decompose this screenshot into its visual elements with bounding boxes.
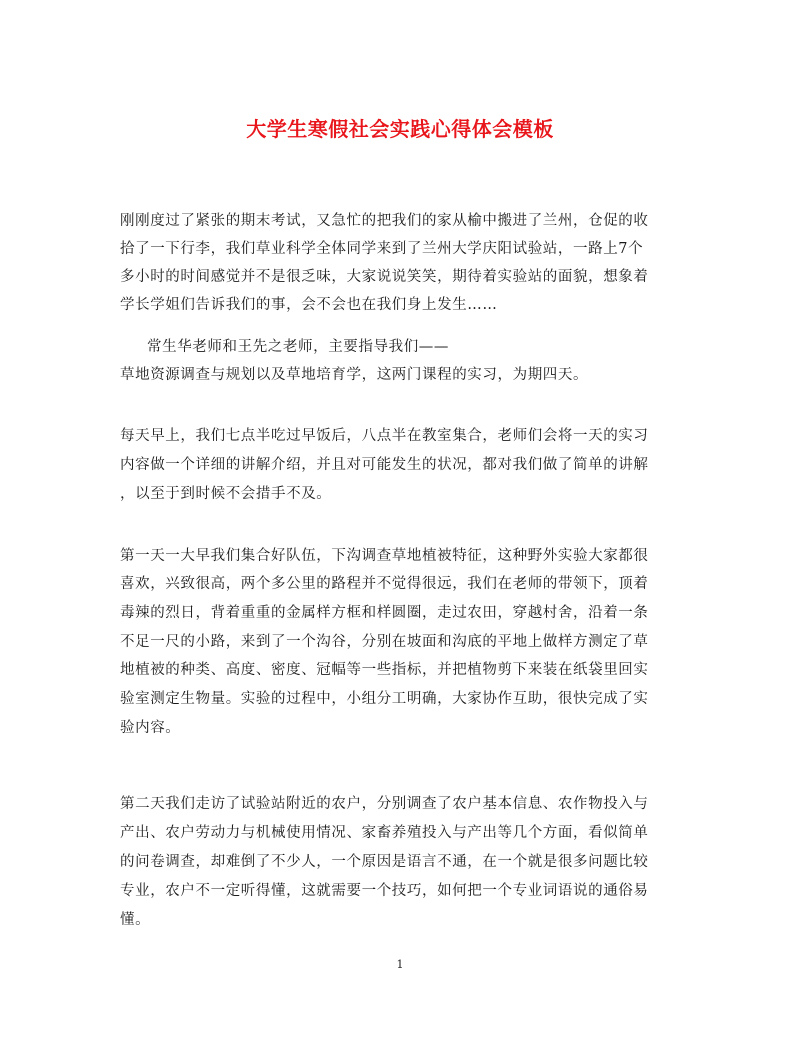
paragraph-line: 不足一尺的小路，来到了一个沟谷，分别在坡面和沟底的平地上做样方测定了草 xyxy=(120,634,649,650)
paragraph-line: 草地资源调查与规划以及草地培育学，这两门课程的实习，为期四天。 xyxy=(120,367,589,383)
paragraph-line: 拾了一下行李，我们草业科学全体同学来到了兰州大学庆阳试验站，一路上7个 xyxy=(120,241,644,257)
paragraph-line: 专业，农户不一定听得懂，这就需要一个技巧，如何把一个专业词语说的通俗易 xyxy=(120,883,649,899)
paragraph-line: 验室测定生物量。实验的过程中，小组分工明确，大家协作互助，很快完成了实 xyxy=(120,691,649,707)
paragraph-line: 第二天我们走访了试验站附近的农户，分别调查了农户基本信息、农作物投入与 xyxy=(120,796,649,812)
paragraph-line: 常生华老师和王先之老师，主要指导我们—— xyxy=(147,339,449,355)
paragraph-line: 喜欢，兴致很高，两个多公里的路程并不觉得很远，我们在老师的带领下，顶着 xyxy=(120,576,649,592)
paragraph-line: 多小时的时间感觉并不是很乏味，大家说说笑笑，期待着实验站的面貌，想象着 xyxy=(120,269,649,285)
paragraph-line: 每天早上，我们七点半吃过早饭后，八点半在教室集合，老师们会将一天的实习 xyxy=(120,428,649,444)
document-title: 大学生寒假社会实践心得体会模板 xyxy=(246,117,554,141)
paragraph-line: ，以至于到时候不会措手不及。 xyxy=(120,486,332,502)
paragraph-line: 地植被的种类、高度、密度、冠幅等一些指标，并把植物剪下来装在纸袋里回实 xyxy=(120,662,649,678)
paragraph-line: 的问卷调查，却难倒了不少人，一个原因是语言不通，在一个就是很多问题比较 xyxy=(120,854,649,870)
paragraph-line: 懂。 xyxy=(120,912,151,928)
paragraph-line: 内容做一个详细的讲解介绍，并且对可能发生的状况，都对我们做了简单的讲解 xyxy=(120,457,649,473)
paragraph-line: 第一天一大早我们集合好队伍，下沟调查草地植被特征，这种野外实验大家都很 xyxy=(120,548,649,564)
paragraph-line: 产出、农户劳动力与机械使用情况、家畜养殖投入与产出等几个方面，看似简单 xyxy=(120,825,649,841)
paragraph-line: 学长学姐们告诉我们的事，会不会也在我们身上发生…… xyxy=(120,297,498,313)
paragraph-line: 毒辣的烈日，背着重重的金属样方框和样圆圈，走过农田，穿越村舍，沿着一条 xyxy=(120,605,649,621)
paragraph-line: 验内容。 xyxy=(120,720,181,736)
page-number: 1 xyxy=(396,958,404,971)
paragraph-line: 刚刚度过了紧张的期末考试，又急忙的把我们的家从榆中搬进了兰州，仓促的收 xyxy=(120,213,649,229)
